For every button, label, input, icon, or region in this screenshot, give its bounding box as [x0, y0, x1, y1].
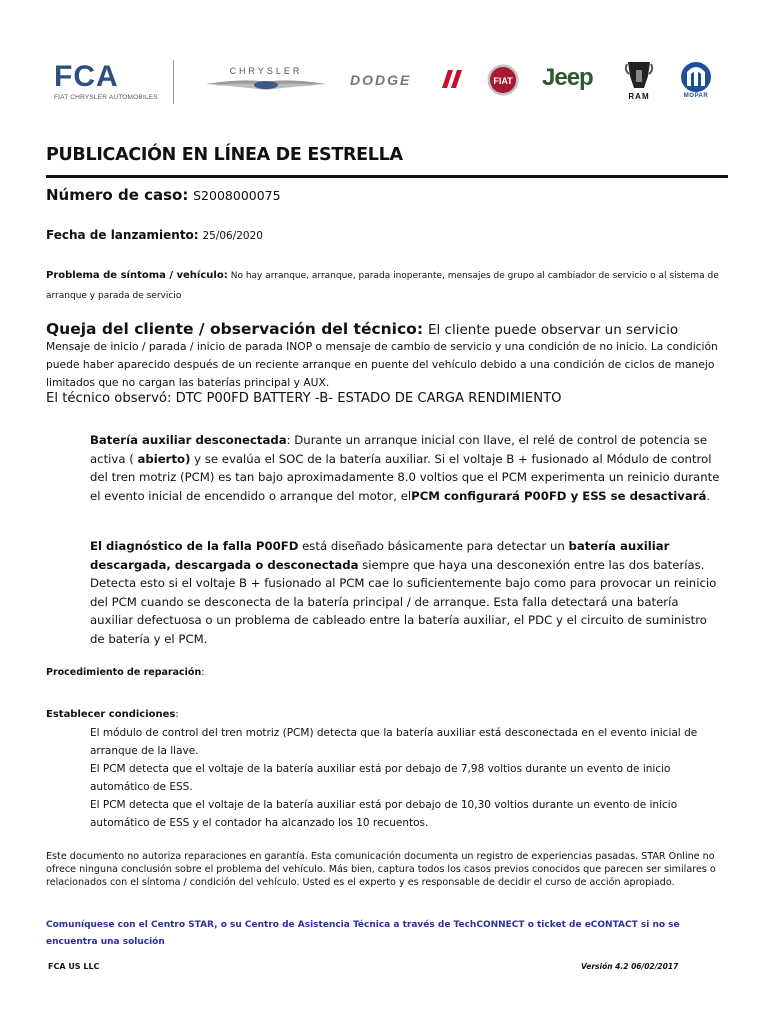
para1-text-2: y se evalúa el SOC de la batería auxiliar. Si el voltaje B + fusionado al Módulo de control del tren motriz (PCM) es tan bajo aproximadamente 8.0 voltios que el PCM experimenta un reinicio durante el evento inicial de encendido o arranque del motor, el	[90, 451, 720, 503]
symptom-value: No hay arranque, arranque, parada inoperante, mensajes de grupo al cambiador de servicio o al sistema de arranque y parada de servicio	[46, 271, 719, 301]
symptom-label: Problema de síntoma / vehículo:	[46, 270, 228, 281]
complaint-body: Mensaje de inicio / parada / inicio de parada INOP o mensaje de cambio de servicio y una condición de no inicio. La condición puede haber aparecido después de un reciente arranque en puente del vehículo debido a una condición de ciclos de manejo limitados que no cargan las baterías principal y AUX.	[46, 340, 718, 389]
footer-company: FCA US LLC	[48, 962, 100, 971]
release-date-value: 25/06/2020	[202, 230, 263, 242]
para1-text-1: : Durante un arranque inicial con llave, el relé de control de potencia se activa (	[90, 433, 708, 466]
case-number-label: Número de caso:	[46, 186, 189, 204]
brand-logo-bar	[0, 40, 768, 120]
complaint-section	[46, 320, 736, 407]
para1-text-3: .	[706, 488, 711, 503]
para2-text-1: está diseñado básicamente para detectar un	[298, 539, 569, 553]
fca-logo-subtitle: FIAT CHRYSLER AUTOMOBILES	[54, 94, 158, 101]
release-date	[46, 228, 263, 242]
fiat-badge-icon	[487, 64, 519, 96]
symptom-section	[46, 266, 726, 306]
set-conditions-colon: :	[175, 709, 179, 720]
chrysler-wings-icon	[204, 66, 328, 94]
repair-procedure-colon: :	[201, 667, 205, 678]
set-conditions-heading	[46, 709, 179, 720]
condition-item: El PCM detecta que el voltaje de la batería auxiliar está por debajo de 7,98 voltios durante un evento de inicio automático de ESS.	[90, 763, 671, 793]
fiat-logo-text: FIAT	[493, 76, 513, 86]
para2-text-2: siempre que haya una desconexión entre las dos baterías. Detecta esto si el voltaje B + fusionado al PCM cae lo suficientemente bajo como para provocar un reinicio del PCM cuando se desconecta de la batería principal / de arranque. Esta falla detectará una batería auxiliar defectuosa o un problema de cableado entre la batería auxiliar, el PDC y el circuito de suministro de batería y el PCM.	[90, 557, 717, 646]
complaint-heading	[46, 320, 736, 338]
footer-version: Versión 4.2 06/02/2017	[581, 962, 679, 971]
fiat-logo	[487, 64, 519, 96]
ram-logo-text: RAM	[628, 92, 650, 101]
dodge-stripes-icon	[442, 70, 464, 88]
mopar-m-icon	[678, 62, 714, 94]
set-conditions-label: Establecer condiciones	[46, 709, 176, 720]
repair-procedure-label: Procedimiento de reparación	[46, 667, 202, 678]
title-divider	[46, 175, 728, 178]
para1-bold-3: PCM configurará P00FD y ESS se desactivará	[411, 488, 707, 503]
chrysler-logo-text: CHRYSLER	[229, 66, 303, 76]
ram-head-icon	[624, 60, 654, 92]
set-conditions-list	[90, 724, 710, 832]
fca-logo	[54, 60, 158, 102]
complaint-label: Queja del cliente / observación del técnico:	[46, 320, 424, 338]
para1-bold-1: Batería auxiliar desconectada	[90, 433, 287, 447]
condition-item: El PCM detecta que el voltaje de la batería auxiliar está por debajo de 10,30 voltios durante un evento de inicio automático de ESS y el contador ha alcanzado los 10 recuentos.	[90, 799, 678, 829]
case-number-value: S2008000075	[193, 188, 281, 203]
release-date-label: Fecha de lanzamiento:	[46, 228, 199, 242]
page-title: PUBLICACIÓN EN LÍNEA DE ESTRELLA	[46, 145, 403, 165]
contact-notice: Comuníquese con el Centro STAR, o su Centro de Asistencia Técnica a través de TechCONNECT o ticket de eCONTACT si no se encuentra una solución	[46, 920, 680, 947]
mopar-logo-text: MOPAR	[683, 93, 709, 99]
para2-bold-1: El diagnóstico de la falla P00FD	[90, 539, 299, 553]
repair-procedure-heading	[46, 667, 204, 678]
technician-observation: El técnico observó: DTC P00FD BATTERY -B- ESTADO DE CARGA RENDIMIENTO	[46, 391, 562, 406]
jeep-logo: Jeep	[542, 64, 593, 91]
chrysler-logo	[204, 66, 328, 94]
fca-logo-text: FCA	[54, 60, 119, 93]
logo-divider	[173, 60, 174, 104]
aux-battery-disconnected-paragraph	[90, 431, 720, 505]
condition-item: El módulo de control del tren motriz (PCM) detecta que la batería auxiliar está desconectada en el evento inicial de arranque de la llave.	[90, 727, 698, 757]
dodge-logo-text: DODGE	[350, 72, 412, 88]
disclaimer: Este documento no autoriza reparaciones en garantía. Esta comunicación documenta un registro de experiencias pasadas. STAR Online no ofrece ninguna conclusión sobre el problema del vehículo. Más bien, captura todos los casos previos conocidos que parecen ser similares o relacionados con el síntoma / condición del vehículo. Usted es el experto y es responsable de decidir el curso de acción apropiado.	[46, 851, 716, 888]
case-number	[46, 186, 281, 204]
para2-bold-2: batería auxiliar descargada, descargada o desconectada	[90, 539, 670, 572]
p00fd-diagnosis-paragraph	[90, 537, 720, 648]
complaint-value: El cliente puede observar un servicio	[427, 322, 679, 338]
dodge-logo	[350, 70, 466, 90]
para1-bold-2: abierto)	[137, 451, 191, 466]
mopar-logo	[678, 62, 714, 102]
ram-logo	[624, 60, 654, 102]
